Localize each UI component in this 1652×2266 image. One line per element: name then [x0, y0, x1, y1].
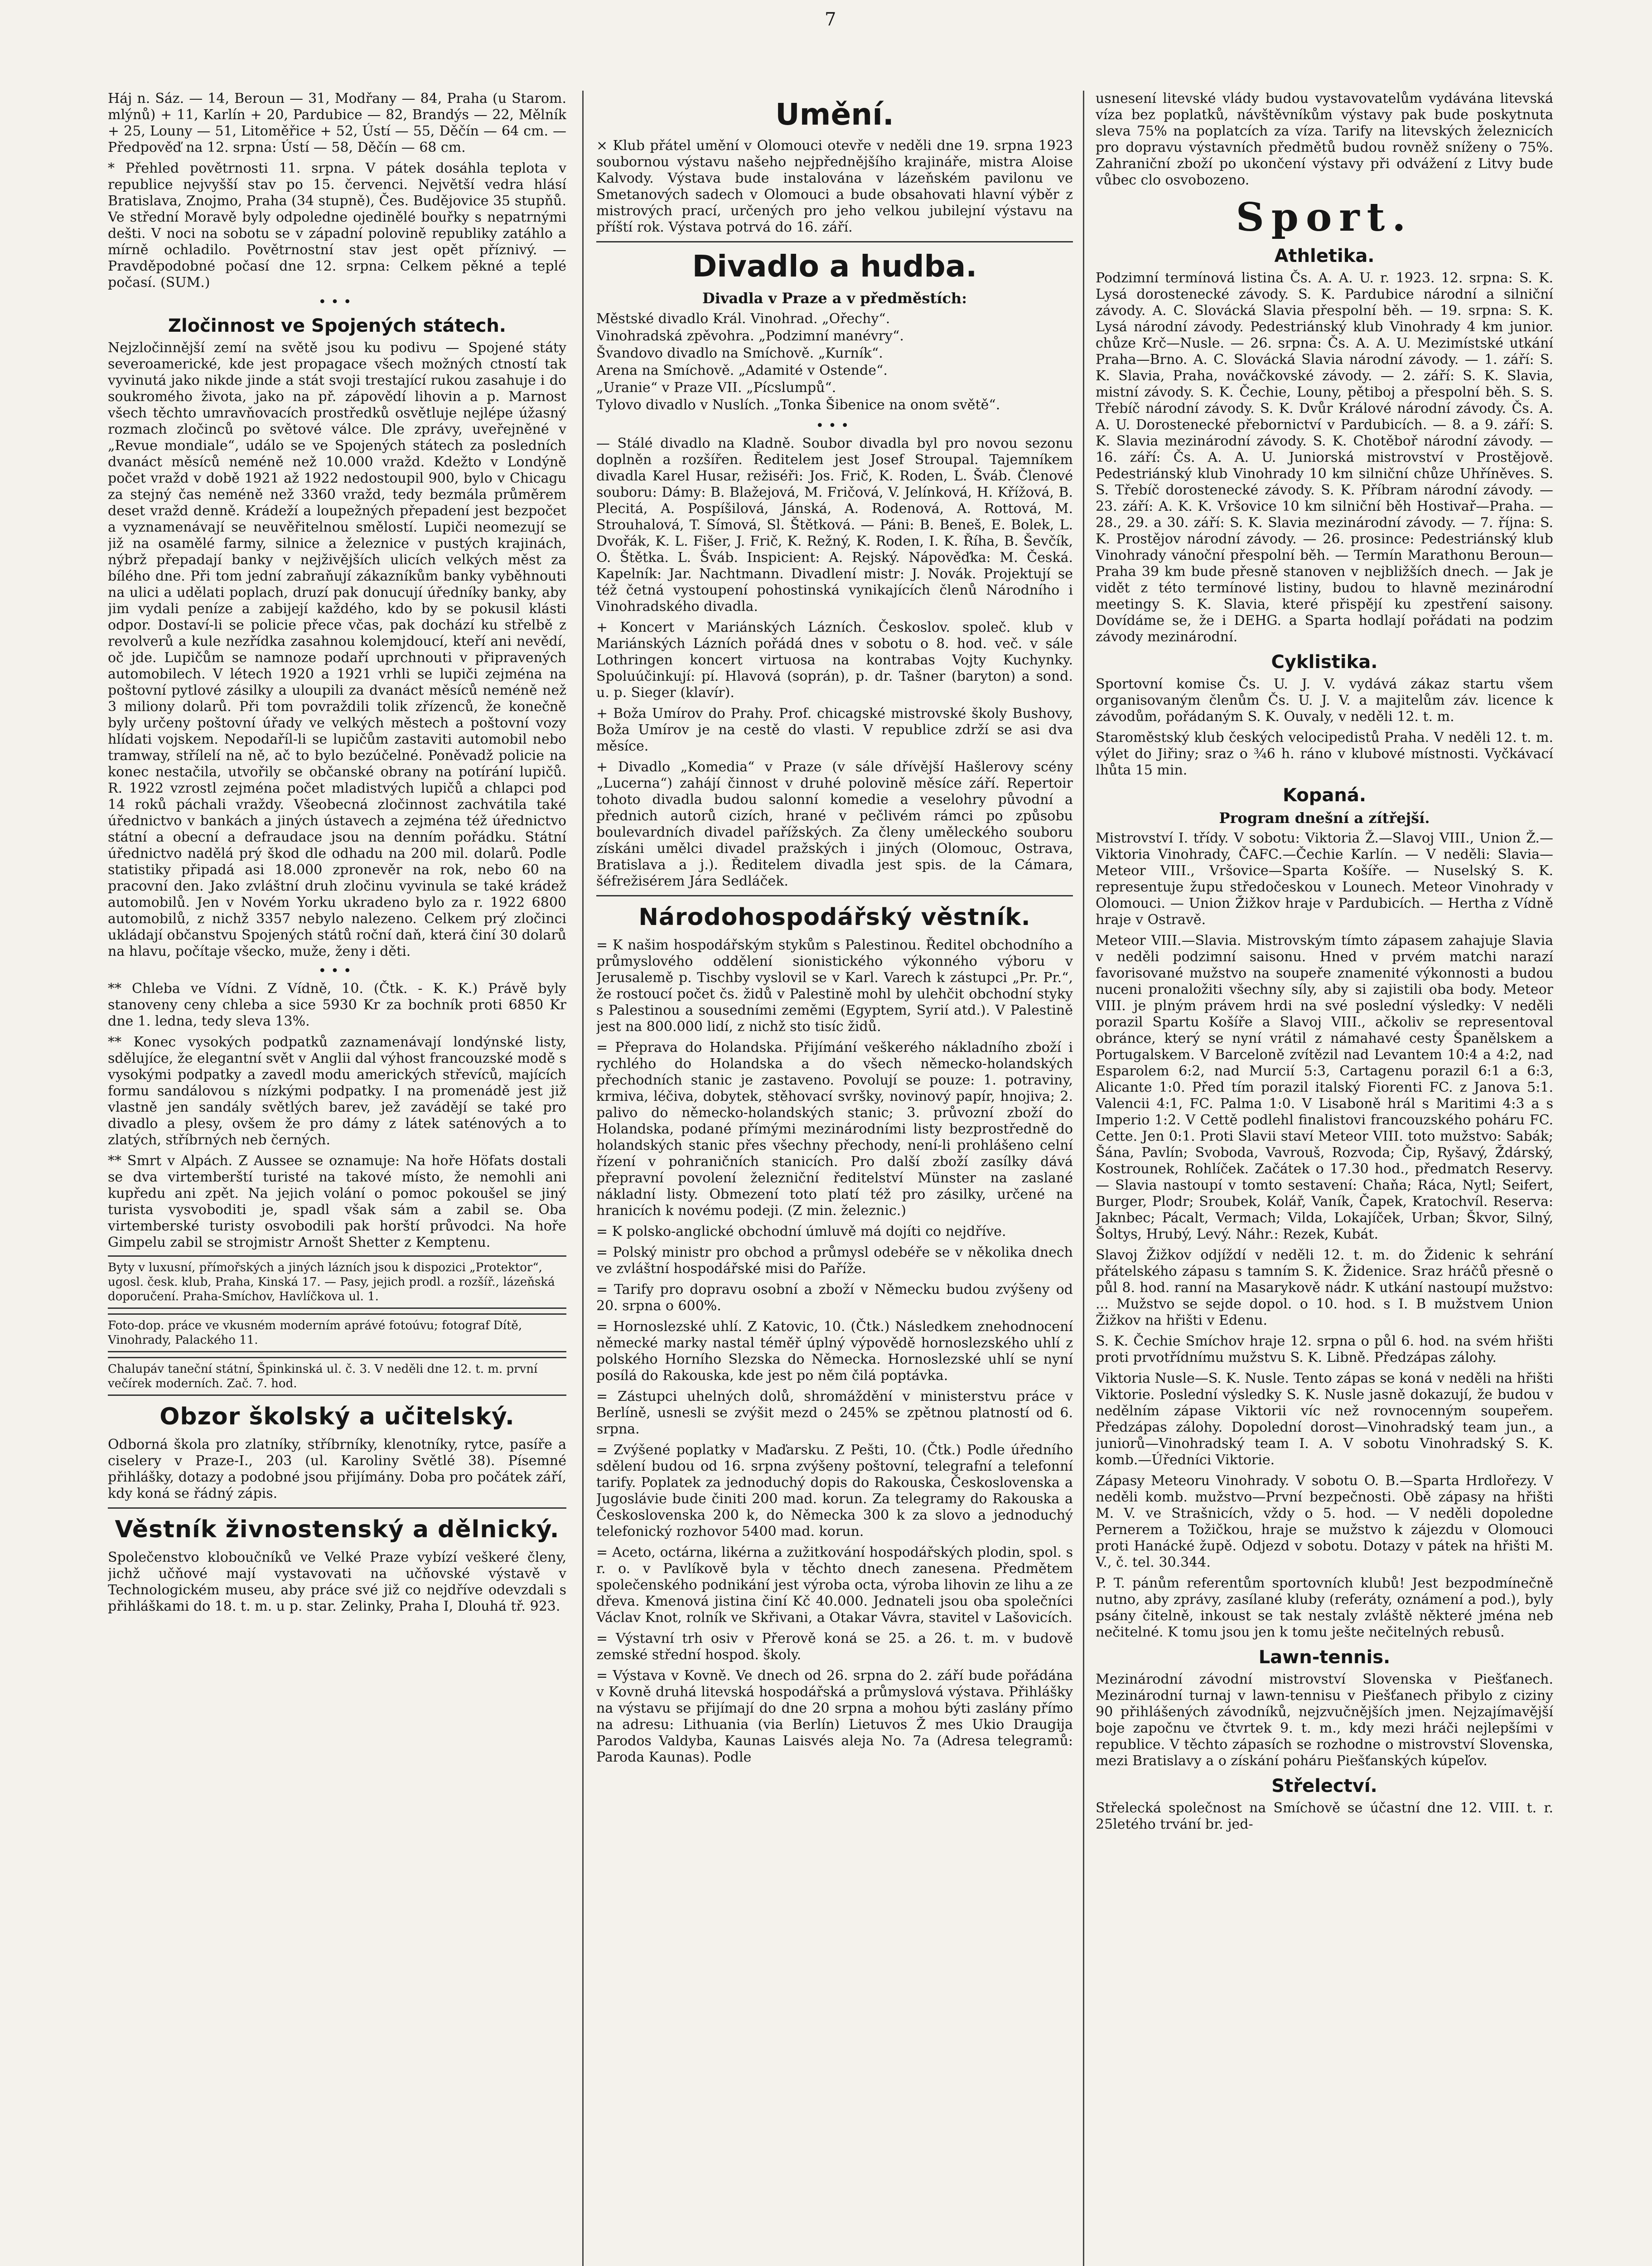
theatre-item: Tylovo divadlo v Nuslích. „Tonka Šibenice na onom světě“.: [596, 397, 1000, 413]
sport-section-title: Sport.: [1236, 194, 1413, 240]
econ-polish-minister: = Polský ministr pro obchod a průmysl odebéře se v několika dnech ve zvláštní hospodářské misi do Paříže.: [596, 1244, 1073, 1277]
theatre-item: Vinohradská zpěvohra. „Podzimní manévry“.: [596, 328, 904, 344]
football-article: Meteor VIII.—Slavia. Mistrovským tímto zápasem zahajuje Slavia v neděli podzimní saisonu. Hned v prvém matchi narazí favorisované mužstvo na soupeře znamenité výkonnosti a budou nuceni pronaložiti všechny síly, aby si zajistili oba body. Meteor VIII. je plným právem hrdi na své poslední výsledky: V neděli porazil Spartu Košíře a Slavoj VIII., ačkoliv se representoval obránce, který se nyní vrátil z námahavé cesty Španělskem a Portugalskem. V Barceloně zvítězil nad Levantem 10:4 a 4:2, nad Esparolem 6:2, nad Murcií 5:3, Cartagenu porazil 6:1 a 6:3, Alicante 1:0. Před tím porazil italský Fiorenti FC. z Janova 5:1. Valencii 4:1, FC. Palma 1:0. V Lisaboně hrál s Maritimi 4:3 a s Imperio 1:2. V Cettě podlehl finalistovi francouzského poháru FC. Cette. Jen 0:1. Proti Slavii staví Meteor VIII. toto mužstvo: Sabák; Šána, Pavlín; Svoboda, Vavrouš, Rozvoda; Čip, Ryšavý, Ždárský, Kostrounek, Rohlíček. Začátek o 17.30 hod., předmatch Reservy. — Slavia nastoupí v tomto sestavení: Chaňa; Ráca, Nytl; Seifert, Burger, Plodr; Sroubek, Kolář, Vaník, Čapek, Kratochvíl. Reserva: Jaknbec; Pácalt, Vermach; Vilda, Lokajíček, Urban; Škvor, Silný, Šoltys, Hrubý, Levý. Náhr.: Rezek, Kubát.: [1096, 933, 1553, 1242]
cycling-article-2: Staroměstský klub českých velocipedistů Praha. V neděli 12. t. m. výlet do Jiřiny; sraz o ¾6 h. ráno v klubové místnosti. Vyčkávací lhůta 15 min.: [1096, 730, 1553, 778]
column-left: [108, 91, 566, 2266]
econ-holland: = Přeprava do Holandska. Přijímání veškerého nákladního zboží i rychlého do Holandska a do všech německo-holandských přechodních stanic je zastaveno. Povolují se pouze: 1. potraviny, krmiva, léčiva, dobytek, stěhovací svršky, novinový papír, hnojiva; 2. palivo do německo-holandských stanic; 3. průvozní zboží do Holandska, podané přímými mezinárodními listy bezprostředně do holandských stanic přes všechny přechody, není-li prohlášeno celní řízení v pohraničních stanicích. Pro další zboží zasílky dává přepravní povolení železniční ředitelství Münster na zaslané nákladní listy. Obmezení toto platí též pro zásilky, určené na hranicích k novému podeji. (Z min. železnic.): [596, 1040, 1073, 1219]
komedia-news: + Divadlo „Komedia“ v Praze (v sále dřívější Hašlerovy scény „Lucerna“) zahájí činnost v druhé polovině měsíce září. Repertoir tohoto divadla budou salonní komedie a veselohry původní a přednich autorů cizích, hrané v pečlivém rámci po způsobu boulevardních divadel pařížských. Za členy uměleckého souboru získáni umělci divadel pražských i jiných (Olomouc, Ostrava, Bratislava a j.). Ředitelem divadla jest spis. de la Cámara, šéfrežisérem Jára Sedláček.: [596, 759, 1073, 889]
football-subtitle: Program dnešní a zítřejší.: [1219, 809, 1430, 827]
crime-headline: Zločinnost ve Spojených státech.: [168, 315, 506, 336]
econ-aceto: = Aceto, octárna, likérna a zužitkování hospodářských plodin, spol. s r. o. v Pavlíkově byla v těchto dnech zanesena. Předmětem společenského podnikání jest výroba octa, výroba lihovin ze lihu a ze dřeva. Kmenová jistina činí Kč 40.000. Jednateli jsou oba společníci Václav Knot, rolník ve Skřivani, a Otakar Vávra, stavitel v Lašovicích.: [596, 1545, 1073, 1626]
econ-kovno: = Výstava v Kovně. Ve dnech od 26. srpna do 2. září bude pořádána v Kovně druhá litevská hospodářská a průmyslová výstava. Přihlášky na výstavu se přijímají do dne 20 srpna a mohou býti zaslány přímo na adresu: Lithuania (via Berlín) Lietuvos Ž mes Ukio Draugija Parodos Valdyba, Kaunas Laisvés aleja No. 7a (Adresa telegramů: Paroda Kaunas). Podle: [596, 1668, 1073, 1765]
football-article: Slavoj Žižkov odjíždí v neděli 12. t. m. do Židenic k sehrání přátelského zápasu s tamním S. K. Židenice. Sraz hráčů přesně o půl 8. hod. ranní na Masarykově nádr. K utkání nastoupí mužstvo: ... Mužstvo se sejde dopol. o 10. hod. s I. B mužstvem Union Žižkov na hřišti v Edenu.: [1096, 1247, 1553, 1328]
kovno-continued: usnesení litevské vlády budou vystavovatelům vydávána litevská víza bez poplatků, návštěvníkům výstavy pak bude poskytnuta sleva 75% na poplatcích za víza. Tarify na litevských železnicích pro dopravu výstavních předmětů budou rovněž sníženy o 75%. Zahraniční zboží po ukončení výstavy při odvážení z Litvy bude vůbec clo osvobozeno.: [1096, 91, 1553, 188]
divider: [596, 895, 1073, 896]
classified-ad: Chalupáv taneční státní, Špinkinská ul. č. 3. V neděli dne 12. t. m. první večírek moderních. Zač. 7. hod.: [108, 1357, 566, 1396]
cycling-article: Sportovní komise Čs. U. J. V. vydává zákaz startu všem organisovaným členům Čs. U. J. V. a majitelům záv. licence k závodům, pořádaným S. K. Ouvaly, v neděli 12. t. m.: [1096, 676, 1553, 725]
bread-news: ** Chleba ve Vídni. Z Vídně, 10. (Čtk. - K. K.) Právě byly stanoveny ceny chleba a sice 5930 Kr za bochník proti 6850 Kr dne 1. ledna, tedy sleva 13%.: [108, 981, 566, 1029]
athletics-article: Podzimní termínová listina Čs. A. A. U. r. 1923. 12. srpna: S. K. Lysá dorostenecké závody. S. K. Pardubice národní a silniční závody. A. C. Slovácká Slavia přespolní běh. — 19. srpna: S. K. Lysá národní závody. Pedestriánský klub Vinohrady 4 km junior. chůze Krč—Nusle. — 26. srpna: Čs. A. A. U. Mezimístské utkání Praha—Brno. A. C. Slovácká Slavia národní závody. — 1. září: S. K. Slavia, Praha, nováčkovské závody. — 2. září: S. K. Slavia, mistní závody. S. K. Čechie, Louny, pětiboj a přespolní běh. S. S. Třebíč národní závody. S. K. Dvůr Králové národní závody. Čs. A. A. U. Dorostenecké přebornictví v Pardubicích. — 8. a 9. září: S. K. Slavia mezinárodní závody. S. K. Chotěboř národní závody. — 16. září: Čs. A. A. U. Juniorská mistrovství v Prostějově. Pedestriánský klub Vinohrady 10 km silniční chůze Uhříněves. S. S. Třebíč dorostenecké závody. S. K. Příbram národní závody. — 23. září: A. K. K. Vršovice 10 km silniční běh Hostivař—Praha. — 28., 29. a 30. září: S. K. Slavia mezinárodní závody. — 7. října: S. K. Prostějov národní závody. — 26. prosince: Pedestriánský klub Vinohrady vánoční přespolní běh. — Termín Marathonu Beroun—Praha 39 km bude přesně stanoven v nejbližších dnech. — Jak je vidět z této termínové listiny, budou to hlavně mezinárodní meetingy S. K. Slavia, které přispějí ku zpestření saisony. Dovídáme se, že i DEHG. a Sparta hodlají pořádati na podzim závody mezinárodní.: [1096, 270, 1553, 645]
divider: [596, 241, 1073, 242]
separator: •••: [318, 294, 356, 310]
shooting-title: Střelectví.: [1271, 1776, 1377, 1796]
tennis-title: Lawn-tennis.: [1258, 1647, 1391, 1668]
marianske-concert: + Koncert v Mariánských Lázních. Českoslov. společ. klub v Mariánských Lázních pořádá dnes v sobotu o 8. hod. več. v sále Lothringen koncert virtuosa na kontrabas Vojty Kuchynky. Spoluúčinkují: pí. Hlavová (soprán), p. dr. Tašner (baryton) a sond. u. p. Sieger (klavír).: [596, 620, 1073, 701]
river-levels: Háj n. Sáz. — 14, Beroun — 31, Modřany — 84, Praha (u Starom. mlýnů) + 11, Karlín + 20, Pardubice — 82, Brandýs — 22, Mělník + 25, Louny — 51, Litoměřice + 52, Ústí — 55, Děčín — 64 cm. — Předpověď na 12. srpna: Ústí — 58, Děčín — 68 cm.: [108, 91, 566, 155]
econ-palestine: = K našim hospodářským stykům s Palestinou. Ředitel obchodního a průmyslového oddělení sionistického výkonného výboru v Jerusalemě p. Tischby vyslovil se v Karl. Varech k zástupci „Pr. Pr.“, že rostoucí počet čs. židů v Palestině mohl by ulehčit obchodní styky s Palestinou a sousedními zeměmi (Egyptem, Syrií atd.). V Palestině jest na 800.000 lidí, z nichž sto tisíc židů.: [596, 937, 1073, 1035]
weather-forecast: * Přehled povětrnosti 11. srpna. V pátek dosáhla teplota v republice nejvyšší stav po 15. červenci. Největší vedra hlásí Bratislava, Znojmo, Praha (34 stupně), Čes. Budějovice 35 stupňů. Ve střední Moravě byly odpoledne ojedinělé bouřky s nepatrnými dešti. V noci na sobotu se v západní polovině republiky zatáhlo a mírně ochladilo. Povětrnostní stav jest opět příznivý. — Pravděpodobné počasí dne 12. srpna: Celkem pěkné a teplé počasí. (SUM.): [108, 160, 566, 291]
alps-news: ** Smrt v Alpách. Z Aussee se oznamuje: Na hoře Höfats dostali se dva virtemberští turisté na takové místo, že nemohli ani kupředu ani zpět. Na jejich volání o pomoc pokoušel se jiný turista vysvoboditi je, spadl však sám a zabil se. Oba virtemberské turisty osvobodili pak horští průvodci. Na hoře Gimpelu zabil se strojmistr Arnošt Shetter z Kemptenu.: [108, 1153, 566, 1250]
classified-ad: Byty v luxusní, přímořských a jiných lázních jsou k dispozici „Protektor“, ugosl. česk. klub, Praha, Kinská 17. — Pasy, jejich prodl. a rozšíř., lázeňská doporučení. Prahа-Smíchov, Havlíčkova ul. 1.: [108, 1255, 566, 1309]
page-mark: 7: [825, 9, 836, 30]
separator: •••: [816, 418, 854, 434]
divider: [108, 1507, 566, 1509]
theatre-item: Švandovo divadlo na Smíchově. „Kurník“.: [596, 345, 883, 361]
school-section-title: Obzor školský a učitelský.: [159, 1403, 515, 1430]
umirov-news: + Boža Umírov do Prahy. Prof. chicagské mistrovské školy Bushovy, Boža Umírov je na cestě do vlasti. V republice zdrží se asi dva měsíce.: [596, 706, 1073, 754]
economy-section-title: Národohospodářský věstník.: [638, 904, 1031, 931]
trade-notice: Společenstvo kloboučníků ve Velké Praze vybízí veškeré členy, jichž učňové mají vystavovati na učňovské výstavě v Technologickém museu, aby práce své již co nejdříve odevzdali s přihláškami do 18. t. m. u p. star. Zelinky, Praha I, Dlouhá tř. 923.: [108, 1549, 566, 1614]
football-title: Kopaná.: [1282, 785, 1367, 806]
column-right: [1096, 91, 1553, 2266]
theatre-subtitle: Divadla v Praze a v předměstích:: [702, 290, 967, 307]
heels-news: ** Konec vysokých podpatků zaznamenávají londýnské listy, sdělujíce, že elegantní svět v Anglii dal výhost francouzské modě s vysokými podpatky a zavedl modu amerických střevíců, majících formu sandálovou s nízkými podpatky. I na promenádě jest již vlastně jen sandály světlých barev, jež zavádějí se také pro divadlo a plesy, ovšem že pro dámy z látek saténových a to zlatých, stříbrných neb černých.: [108, 1034, 566, 1148]
theatre-item: Městské divadlo Král. Vinohrad. „Ořechy“.: [596, 311, 890, 327]
football-article: S. K. Čechie Smíchov hraje 12. srpna o půl 6. hod. na svém hřišti proti prvotřídnímu mužstvu S. K. Libně. Předzápas zálohy.: [1096, 1333, 1553, 1365]
econ-prerov: = Výstavní trh osiv v Přerově koná se 25. a 26. t. m. v budově zemské střední hospod. školy.: [596, 1631, 1073, 1663]
football-article: P. T. pánům referentům sportovních klubů! Jest bezpodmínečně nutno, aby zprávy, zasílané kluby (referáty, oznámení a pod.), byly psány čitelně, inkoust se tak nestaly zvláště některé jména neb nečitelné. K tomu jsou jen k tomu ješte nečitelných rebusů.: [1096, 1575, 1553, 1640]
school-notice: Odborná škola pro zlatníky, stříbrníky, klenotníky, rytce, pasíře a ciselery v Praze-I., 203 (ul. Karoliny Světlé 38). Písemné přihlášky, dotazy a podobné jsou přijímány. Doba pro počátek září, kdy koná se řádný zápis.: [108, 1437, 566, 1501]
athletics-title: Athletika.: [1274, 246, 1375, 266]
kladno-theatre: — Stálé divadlo na Kladně. Soubor divadla byl pro novou sezonu doplněn a rozšířen. Ředitelem jest Josef Stroupal. Tajemníkem divadla Karel Husar, režiséři: Jos. Frič, K. Roden, L. Šváb. Členové souboru: Dámy: B. Blažejová, M. Fričová, V. Jelínková, H. Křížová, B. Plecitá, A. Pospíšilová, Jánská, A. Rodenová, A. Rottová, M. Strouhalová, T. Símová, Sl. Štětková. — Páni: B. Beneš, E. Bolek, L. Dvořák, K. L. Fišer, J. Frič, K. Režný, K. Roden, I. K. Říha, B. Ševčík, O. Štětka. L. Šváb. Inspicient: A. Rejský. Nápověďka: M. Česká. Kapelník: Jar. Nachtmann. Divadlení mistr: J. Novák. Projektují se též četná vystoupení pohostinská vynikajících členů Národního i Vinohradského divadla.: [596, 436, 1073, 615]
cycling-title: Cyklistika.: [1271, 652, 1378, 673]
football-article: Zápasy Meteoru Vinohrady. V sobotu O. B.—Sparta Hrdlořezy. V neděli komb. mužstvo—První bezpečnosti. Obě zápasy na hřišti M. V. ve Strašnicích, vždy o 5. hod. — V neděli dopoledne Pernerem a Tožičkou, hraje se mužstvo k zájezdu v Olomouci proti Hanácké župě. Odjezd v sobotu. Dotazy v pátek na hřišti M. V., č. tel. 30.344.: [1096, 1473, 1553, 1570]
art-article: × Klub přátel umění v Olomouci otevře v neděli dne 19. srpna 1923 soubornou výstavu našeho nejpřednějšího krajináře, mistra Aloise Kalvody. Výstava bude instalována v lázeňském pavilonu ve Smetanových sadech v Olomouci a bude obsahovati hlavní výběr z mistrových prací, určených pro jeho velkou jubilejní výstavu na příští rok. Výstava potrvá do 16. září.: [596, 138, 1073, 235]
column-rule: [582, 91, 584, 2266]
football-article: Mistrovství I. třídy. V sobotu: Viktoria Ž.—Slavoj VIII., Union Ž.—Viktoria Vinohrady, ČAFC.—Čechie Karlín. — V neděli: Slavia—Meteor VIII., Vršovice—Sparta Košíře. — Nuselský S. K. representuje župu středočeskou v Lounech. Meteor Vinohrady v Olomouci. — Union Žižkov hraje v Pardubicích. — Hertha z Vídně hraje v Ostravě.: [1096, 830, 1553, 928]
art-section-title: Umění.: [775, 97, 894, 132]
econ-coal: = Hornoslezské uhlí. Z Katovic, 10. (Čtk.) Následkem znehodnocení německé marky nastal téměř úplný výpovědě hornoslezského uhlí z polského Horního Slezska do Německa. Hornoslezské uhlí se nyní posílá do Rakouska, kde jest po něm čilá poptávka.: [596, 1319, 1073, 1384]
theatre-listing: [596, 310, 1073, 414]
econ-polish: = K polsko-anglické obchodní úmluvě má dojíti co nejdříve.: [596, 1224, 1006, 1240]
column-rule: [1083, 91, 1084, 2266]
theatre-item: Arena na Smíchově. „Adamité v Ostende“.: [596, 363, 888, 378]
tennis-article: Mezinárodní závodní mistrovství Slovenska v Piešťanech. Mezinárodní turnaj v lawn-tennisu v Piešťanech přibylo z ciziny 90 přihlášených závodníků, nejzvučnějších jmen. Nejzajímavější boje započnu ve čtvrtek 9. t. m., kdy mezi hráči nejlepšími v republice. V těchto zápasích se rozhodne o mistrovství Slovenska, mezi Bratislavy a o získání poháru Piešťanských kúpeľov.: [1096, 1671, 1553, 1769]
column-middle: [596, 91, 1073, 2266]
theatre-section-title: Divadlo a hudba.: [692, 249, 977, 284]
football-article: Viktoria Nusle—S. K. Nusle. Tento zápas se koná v neděli na hřišti Viktorie. Poslední výsledky S. K. Nusle jasně dokazují, že budou v nedělním zápase Viktorii víc než rovnocenným soupeřem. Předzápas zálohy. Dopolední dorost—Vinohradský team jun., a juniorů—Vinohradský team I. A. V sobotu Vinohradský S. K. komb.—Úředníci Viktorie.: [1096, 1370, 1553, 1468]
econ-mines: = Zástupci uhelných dolů, shromáždění v ministerstvu práce v Berlíně, usnesli se zvýšit mezd o 245% se zpětnou platností od 6. srpna.: [596, 1389, 1073, 1437]
econ-tariffs: = Tarify pro dopravu osobní a zboží v Německu budou zvýšeny od 20. srpna o 600%.: [596, 1282, 1073, 1314]
shooting-article: Střelecká společnost na Smíchově se účastní dne 12. VIII. t. r. 25letého trvání br. jed-: [1096, 1800, 1553, 1832]
theatre-item: „Uranie“ v Praze VII. „Pícslumpů“.: [596, 380, 836, 396]
econ-hungary: = Zvýšené poplatky v Maďarsku. Z Pešti, 10. (Čtk.) Podle úředního sdělení budou od 16. srpna zvýšeny poštovní, telegrafní a telefonní tarify. Poplatek za jednoduchý dopis do Rakouska, Československa a Jugoslávie bude činiti 200 mad. korun. Za telegramy do Rakouska a Československa 200 k, do Německa 300 k za slovo a jednoduchý telefonický rozhovor 5400 mad. korun.: [596, 1442, 1073, 1540]
trade-section-title: Věstník živnostenský a dělnický.: [115, 1516, 560, 1543]
classified-ad: Foto-dop. práce ve vkusném moderním aprávé fotoúvu; fotograf Dítě, Vinohrady, Palackého 11.: [108, 1313, 566, 1352]
separator: •••: [318, 963, 356, 979]
crime-article: Nejzločinnější zemí na světě jsou ku podivu — Spojené státy severoamerické, kde jest propagace všech možných ctností tak vyvinutá jako nikde jinde a stát svoji trestající rukou zasahuje i do soukromého života, jako na př. zápovědí lihovin a p. Marnost všech těchto umravňovacích prostředků osvětluje nejlépe úžasný rozmach zločinců po světové válce. Dle zprávy, uveřejněné v „Revue mondiale“, událo se ve Spojených státech za posledních dvanáct měsíců neméně než 10.000 vražd. Kdežto v Londýně počet vražd v době 1921 až 1922 nedostoupil 900, bylo v Chicagu za stejný čas neméně než 3360 vražd, tedy bezmála průměrem deset vražd denně. Krádeží a loupežných přepadení jest bezpočet a vyznamenávají se neuvěřitelnou smělostí. Lupiči neomezují se již na osamělé farmy, silnice a železnice v pustých krajinách, nýbrž přepadají banky v nejživějších ulicích velkých měst za bílého dne. Při tom jední zabraňují zákazníkům banky vyběhnouti na ulici a udělati poplach, druzí pak donucují úředníky banky, aby jim vydali peníze a zabijejí každého, kdo by se pokusil klásti odpor. Dostaví-li se policie přece včas, pak dochází ku střelbě z revolverů a kule nezřídka zasahnou kolemjdoucí, kteří ani nevědí, oč jde. Lupičům se namnoze podaří uprchnouti v připravených automobilech. V létech 1920 a 1921 vrhli se lupiči zejména na poštovní pytlové zásilky a uloupili za dvanáct měsíců neméně než 3 miliony dolarů. Při tom povraždili tolik zřízenců, že konečně byly určeny poštovní úřady ve velkých městech a poštovní vozy hlídati vojskem. Nepodaříl-li se lupičům zastaviti automobil nebo tramway, střílelí na ně, ač to bylo bezúčelné. Poněvadž policie na konec nestačila, utvořily se občanské obrany na potírání lupičů. R. 1922 vzrostl zejména počet mladistvých lupičů a chlapci pod 14 roků páchali vraždy. Všeobecná zločinnost zachvátila také úřednictvo v bankách a jiných ústavech a zejména též úřednictvo státní a obecní a defraudace jsou na denním pořádku. Státní úřednictvo nadělá prý škod dle odhadu na 200 mil. dolarů. Podle statistiky připadá asi 18.000 zpronevěr na rok, nebo 60 na pracovní den. Jako zvláštní druh zločinu vyvinula se také krádež automobilů. Jen v Novém Yorku ukradeno bylo za r. 1922 6800 automobilů, z nichž 3357 nebylo nalezeno. Celkem prý zločinci ukládají občanstvu Spojených států roční daň, která činí 30 dolarů na hlavu, počítaje všecko, muže, ženy i děti.: [108, 340, 566, 959]
